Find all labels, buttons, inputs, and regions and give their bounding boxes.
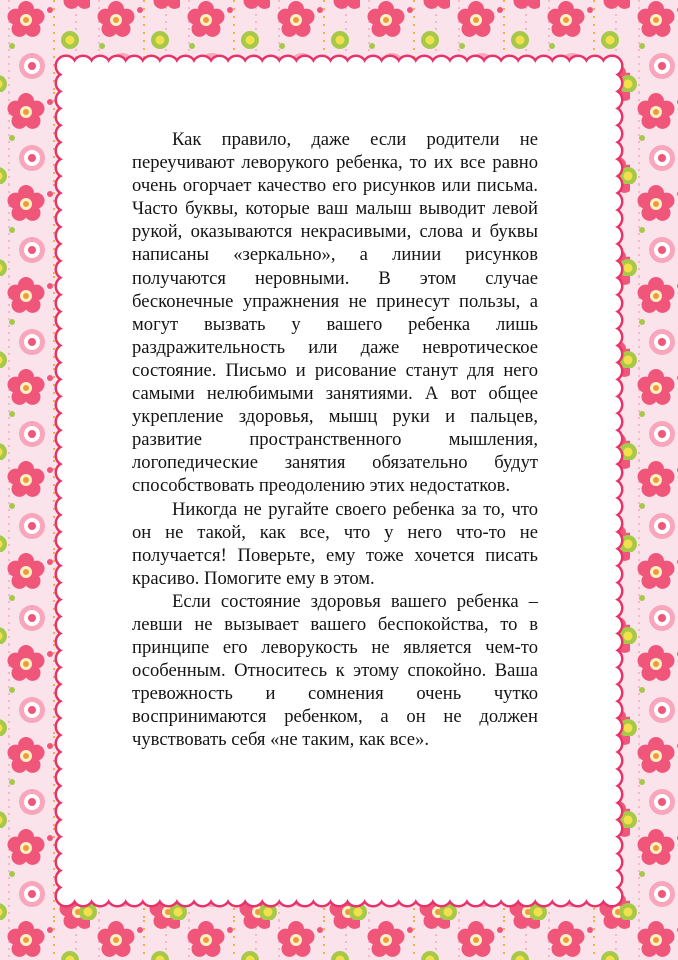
paragraph-3: Если состояние здоровья вашего ребенка – левши не вызывает вашего беспокойства, то в принципе его леворукость не является чем-то особенным. Относитесь к этому спокойно. Ваша тревожность и сомнения очень чутко воспринимаются ребенком, а он не должен чувствовать себя «не таким, как все». [132, 590, 538, 751]
article-text [132, 128, 538, 752]
paragraph-2: Никогда не ругайте своего ребенка за то, что он не такой, как все, что у него что-то не получается! Поверьте, ему тоже хочется писать красиво. Помогите ему в этом. [132, 498, 538, 589]
paragraph-1: Как правило, даже если родители не переучивают леворукого ребенка, то их все равно очень огорчает качество его рисунков или письма. Часто буквы, которые ваш малыш выводит левой рукой, оказываются некрасивыми, слова и буквы написаны «зеркально», а линии рисунков получаются неровными. В этом случае бесконечные упражнения не принесут пользы, а могут вызвать у вашего ребенка лишь раздражительность или даже невротическое состояние. Письмо и рисование станут для него самыми нелюбимыми занятиями. А вот общее укрепление здоровья, мышц руки и пальцев, развитие пространственного мышления, логопедические занятия обязательно будут способствовать преодолению этих недостатков. [132, 129, 538, 497]
